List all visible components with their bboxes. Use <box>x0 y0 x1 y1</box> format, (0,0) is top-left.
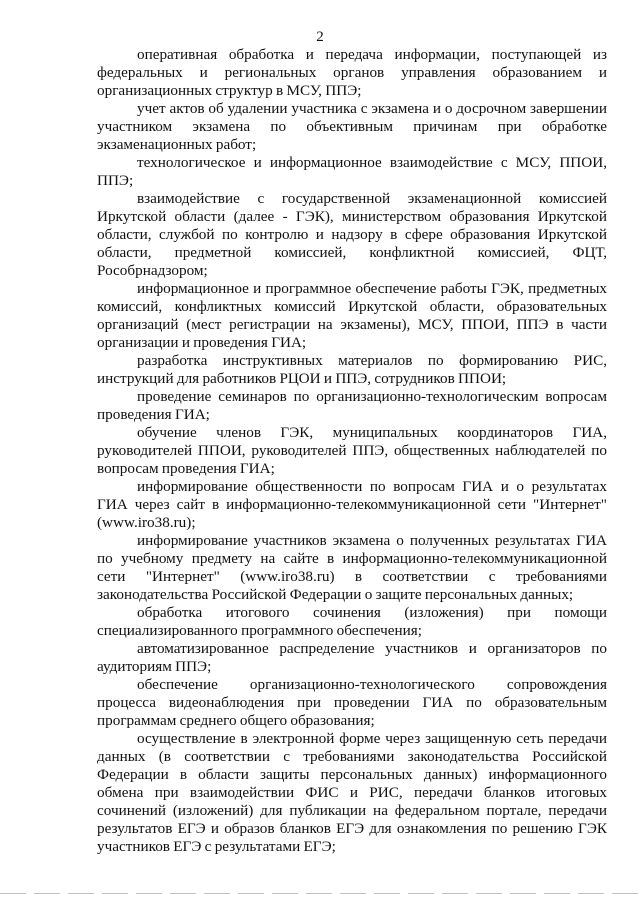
paragraph-1: оперативная обработка и передача информации, поступающей из федеральных и региональных органов управления образованием и организационных структур в МСУ, ППЭ; <box>97 46 607 99</box>
paragraph-3: технологическое и информационное взаимодействие с МСУ, ППОИ, ППЭ; <box>97 154 607 189</box>
paragraph-11: обработка итогового сочинения (изложения) при помощи специализированного программного обеспечения; <box>97 604 607 639</box>
paragraph-10: информирование участников экзамена о полученных результатах ГИА по учебному предмету на сайте в информационно-телекоммуникационной сети "Интернет" (www.iro38.ru) в соответствии с требованиями законодательства Российской Федерации о защите персональных данных; <box>97 532 607 603</box>
scan-bottom-edge-divider <box>0 893 640 894</box>
paragraph-6: разработка инструктивных материалов по формированию РИС, инструкций для работников РЦОИ и ППЭ, сотрудников ППОИ; <box>97 352 607 387</box>
page-number: 2 <box>316 29 324 45</box>
paragraph-2: учет актов об удалении участника с экзамена и о досрочном завершении участником экзамена по объективным причинам при обработке экзаменационных работ; <box>97 100 607 153</box>
document-body <box>97 46 607 856</box>
paragraph-12: автоматизированное распределение участников и организаторов по аудиториям ППЭ; <box>97 640 607 675</box>
paragraph-8: обучение членов ГЭК, муниципальных координаторов ГИА, руководителей ППОИ, руководителей ППЭ, общественных наблюдателей по вопросам проведения ГИА; <box>97 424 607 477</box>
paragraph-13: обеспечение организационно-технологического сопровождения процесса видеонаблюдения при проведении ГИА по образовательным программам среднего общего образования; <box>97 676 607 729</box>
paragraph-9: информирование общественности по вопросам ГИА и о результатах ГИА через сайт в информационно-телекоммуникационной сети "Интернет" (www.iro38.ru); <box>97 478 607 531</box>
paragraph-4: взаимодействие с государственной экзаменационной комиссией Иркутской области (далее - ГЭК), министерством образования Иркутской области, службой по контролю и надзору в сфере образования Иркутской области, предметной комиссией, конфликтной комиссией, ФЦТ, Рособрнадзором; <box>97 190 607 279</box>
paragraph-5: информационное и программное обеспечение работы ГЭК, предметных комиссий, конфликтных комиссий Иркутской области, образовательных организаций (мест регистрации на экзамены), МСУ, ППОИ, ППЭ в части организации и проведения ГИА; <box>97 280 607 351</box>
paragraph-7: проведение семинаров по организационно-технологическим вопросам проведения ГИА; <box>97 388 607 423</box>
paragraph-14: осуществление в электронной форме через защищенную сеть передачи данных (в соответствии с требованиями законодательства Российской Федерации в области защиты персональных данных) информационного обмена при взаимодействии ФИС и РИС, передачи бланков итоговых сочинений (изложений) для публикации на федеральном портале, передачи результатов ЕГЭ и образов бланков ЕГЭ для ознакомления по решению ГЭК участников ЕГЭ с результатами ЕГЭ; <box>97 730 607 855</box>
